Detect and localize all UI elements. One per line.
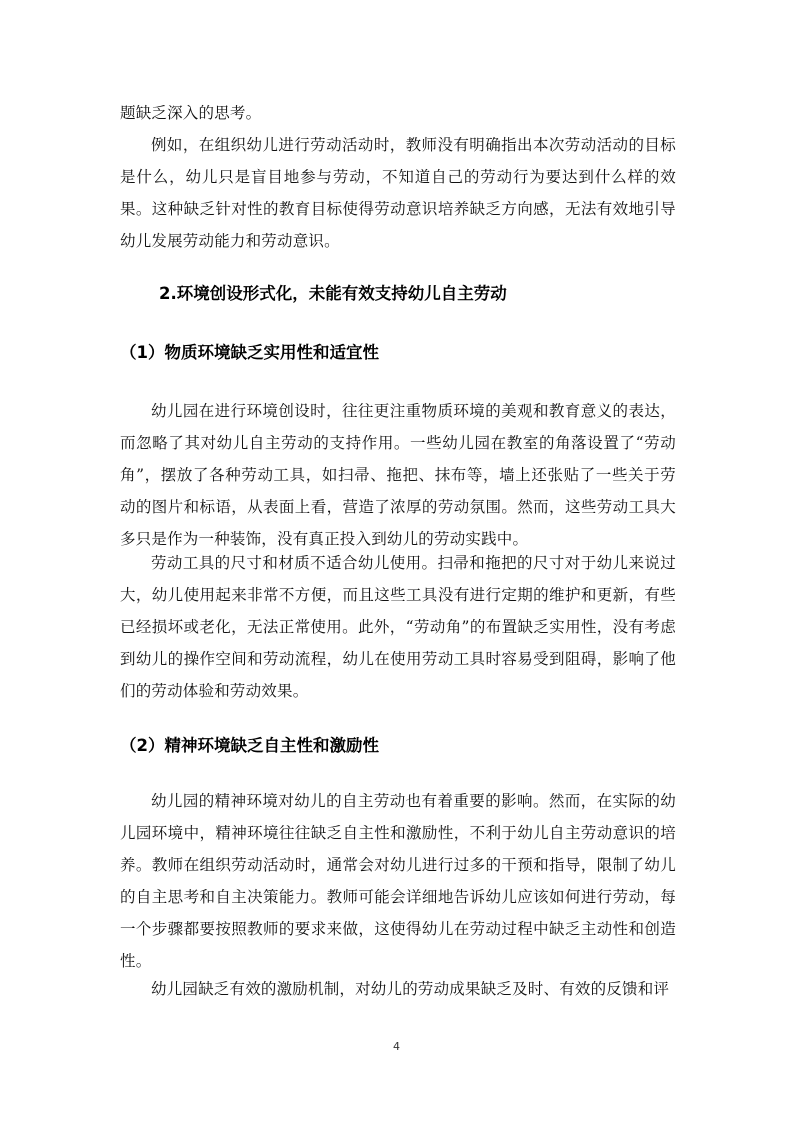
- paragraph-spiritual-environment-1: 幼儿园的精神环境对幼儿的自主劳动也有着重要的影响。然而，在实际的幼儿园环境中，精神环境往往缺乏自主性和激励性，不利于幼儿自主劳动意识的培养。教师在组织劳动活动时，通常会对幼儿进行过多的干预和指导，限制了幼儿的自主思考和自主决策能力。教师可能会详细地告诉幼儿应该如何进行劳动，每一个步骤都要按照教师的要求来做，这使得幼儿在劳动过程中缺乏主动性和创造性。: [120, 792, 676, 970]
- section-heading: 2.环境创设形式化，未能有效支持幼儿自主劳动: [159, 284, 507, 303]
- paragraph-intro-tail: 题缺乏深入的思考。: [120, 104, 262, 122]
- paragraph-material-environment-2: 劳动工具的尺寸和材质不适合幼儿使用。扫帚和拖把的尺寸对于幼儿来说过大，幼儿使用起来非常不方便，而且这些工具没有进行定期的维护和更新，有些已经损坏或老化，无法正常使用。此外，“劳动角”的布置缺乏实用性，没有考虑到幼儿的操作空间和劳动流程，幼儿在使用劳动工具时容易受到阻碍，影响了他们的劳动体验和劳动效果。: [120, 554, 676, 700]
- paragraph-spiritual-environment-2: 幼儿园缺乏有效的激励机制，对幼儿的劳动成果缺乏及时、有效的反馈和评: [151, 980, 670, 998]
- paragraph-example: 例如，在组织幼儿进行劳动活动时，教师没有明确指出本次劳动活动的目标是什么，幼儿只是盲目地参与劳动，不知道自己的劳动行为要达到什么样的效果。这种缺乏针对性的教育目标使得劳动意识培养缺乏方向感，无法有效地引导幼儿发展劳动能力和劳动意识。: [120, 136, 676, 250]
- paragraph-material-environment-1: 幼儿园在进行环境创设时，往往更注重物质环境的美观和教育意义的表达，而忽略了其对幼儿自主劳动的支持作用。一些幼儿园在教室的角落设置了“劳动角”，摆放了各种劳动工具，如扫帚、拖把、抹布等，墙上还张贴了一些关于劳动的图片和标语，从表面上看，营造了浓厚的劳动氛围。然而，这些劳动工具大多只是作为一种装饰，没有真正投入到幼儿的劳动实践中。: [120, 402, 676, 548]
- subsection-heading-material-environment: （1）物质环境缺乏实用性和适宜性: [120, 343, 379, 362]
- subsection-heading-spiritual-environment: （2）精神环境缺乏自主性和激励性: [120, 736, 379, 755]
- page-number: 4: [393, 1040, 400, 1053]
